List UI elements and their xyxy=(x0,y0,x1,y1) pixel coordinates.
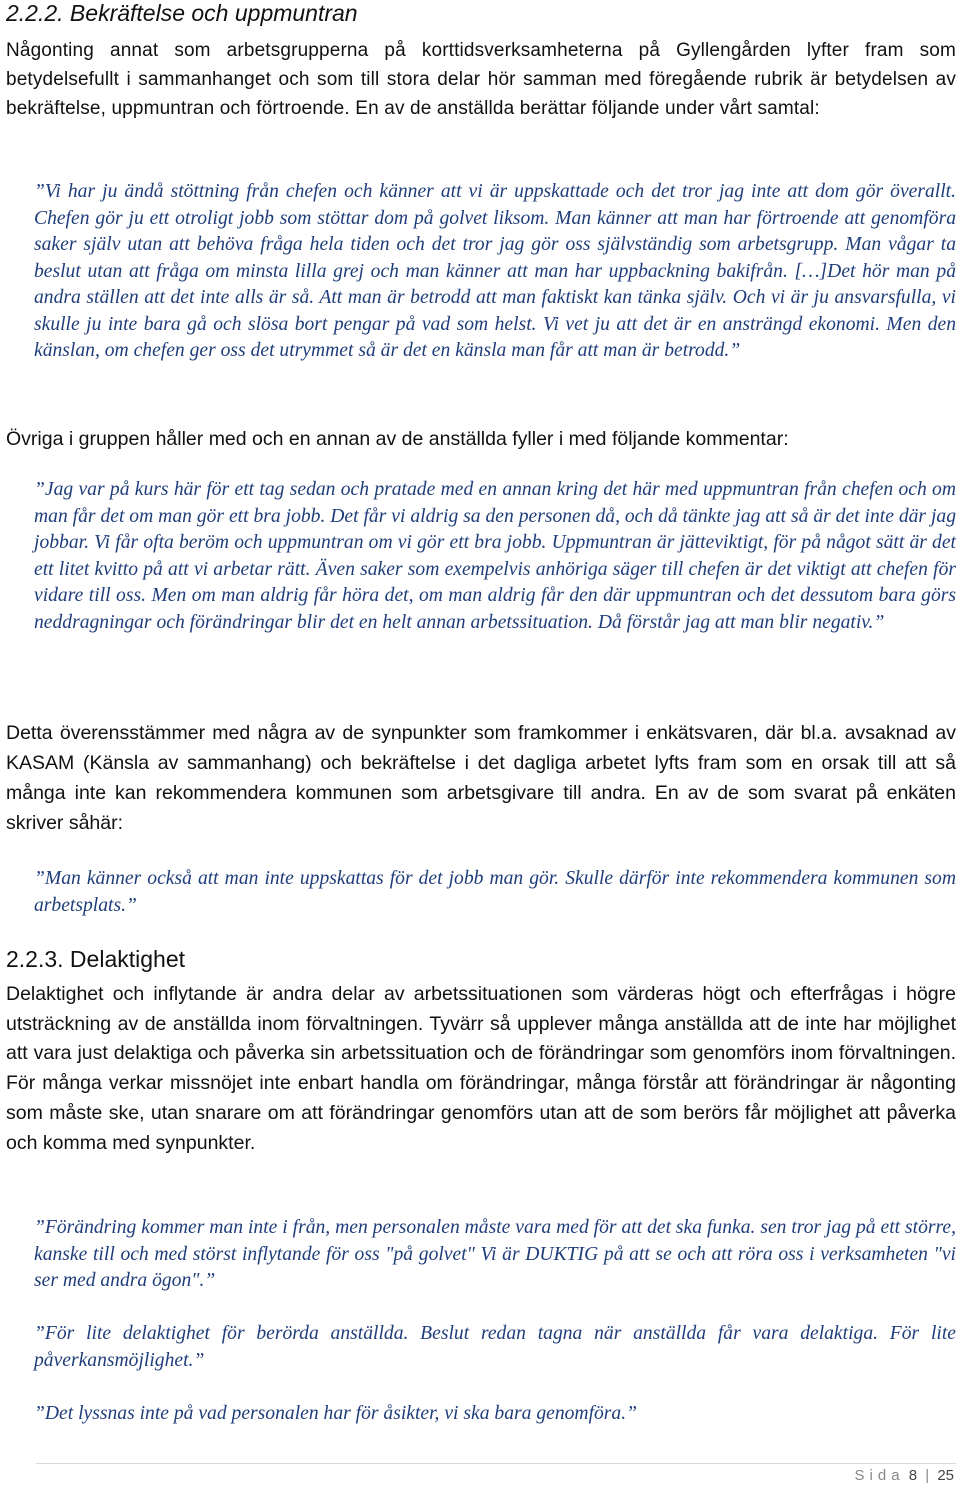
footer-page-label: Sida xyxy=(854,1467,905,1484)
section-heading-delaktighet: 2.2.3. Delaktighet xyxy=(6,946,186,972)
footer-total-pages: 25 xyxy=(937,1467,954,1484)
quote-delaktighet-1: ”Förändring kommer man inte i från, men personalen måste vara med för att det ska funka. sen tror jag på ett större, kanske till och med störst inflytande för oss "på golvet" Vi är DUKTIG på att se och att röra oss i verksamheten "vi ser med andra ögon".” xyxy=(34,1217,956,1291)
paragraph-group-comment: Övriga i gruppen håller med och en annan av de anställda fyller i med följande kommentar: xyxy=(6,428,789,450)
paragraph-survey: Detta överensstämmer med några av de synpunkter som framkommer i enkätsvaren, där bl.a. avsaknad av KASAM (Känsla av sammanhang) och bekräftelse i det dagliga arbetet lyfts fram som en orsak till att så många inte kan rekommendera kommunen som arbetsgivare till andra. En av de som svarat på enkäten skriver såhär: xyxy=(6,722,956,834)
footer-page-number: 8 xyxy=(908,1467,918,1484)
footer-divider xyxy=(36,1463,956,1464)
section-heading-bekraftelse: 2.2.2. Bekräftelse och uppmuntran xyxy=(6,0,358,26)
quote-delaktighet-3: ”Det lyssnas inte på vad personalen har för åsikter, vi ska bara genomföra.” xyxy=(34,1403,638,1424)
page-footer xyxy=(855,1466,954,1486)
quote-delaktighet-2: ”För lite delaktighet för berörda anställda. Beslut redan tagna när anställda får vara delaktiga. För lite påverkansmöjlighet.” xyxy=(34,1323,956,1371)
quote-employee-1: ”Vi har ju ändå stöttning från chefen och känner att vi är uppskattade och det tror jag inte att dom gör överallt. Chefen gör ju ett otroligt jobb som stöttar dom på golvet liksom. Man känner att man har förtroende att genomföra saker själv utan att behöva fråga hela tiden och det tror jag gör oss självständig som arbetsgrupp. Man vågar ta beslut utan att fråga om minsta lilla grej och man känner att man har uppbackning bakifrån. […]Det hör man på andra ställen att det inte alls är så. Att man är betrodd att man faktiskt kan tänka själv. Och vi är ju ansvarsfulla, vi skulle ju inte bara gå och slösa bort pengar på vad som helst. Vi vet ju att det är en ansträngd ekonomi. Men den känslan, om chefen ger oss det utrymmet så är det en känsla man får att man är betrodd.” xyxy=(34,181,956,361)
quote-employee-2: ”Jag var på kurs här för ett tag sedan och pratade med en annan kring det här med uppmuntran från chefen och om man får det om man gör ett bra jobb. Det får vi aldrig sa den personen då, och då tänkte jag att så är det inte där jag jobbar. Vi får ofta beröm och uppmuntran om vi gör ett bra jobb. Uppmuntran är jätteviktigt, för på något sätt är det ett litet kvitto på att vi arbetar rätt. Även saker som exempelvis anhöriga säger till chefen är det viktigt att chefen för vidare till oss. Men om man aldrig får höra det, om man aldrig får den där uppmuntran och det dessutom bara görs neddragningar och förändringar blir det en helt annan arbetssituation. Då förstår jag att man blir negativ.” xyxy=(34,479,956,633)
footer-separator: | xyxy=(925,1467,930,1484)
paragraph-intro: Någonting annat som arbetsgrupperna på korttidsverksamheterna på Gyllengården lyfter fram som betydelsefullt i sammanhanget och som till stora delar hör samman med föregående rubrik är betydelsen av bekräftelse, uppmuntran och förtroende. En av de anställda berättar följande under vårt samtal: xyxy=(6,40,956,119)
paragraph-delaktighet: Delaktighet och inflytande är andra delar av arbetssituationen som värderas högt och efterfrågas i högre utsträckning av de anställda inom förvaltningen. Tyvärr så upplever många anställda att de inte har möjlighet att vara just delaktiga och påverka sin arbetssituation och de förändringar som genomförs inom förvaltningen. För många verkar missnöjet inte enbart handla om förändringar, många förstår att förändringar är någonting som måste ske, utan snarare om att förändringar genomförs utan att de som berörs får möjlighet att påverka och komma med synpunkter. xyxy=(6,983,956,1154)
quote-survey-1: ”Man känner också att man inte uppskattas för det jobb man gör. Skulle därför inte rekommendera kommunen som arbetsplats.” xyxy=(34,868,956,916)
